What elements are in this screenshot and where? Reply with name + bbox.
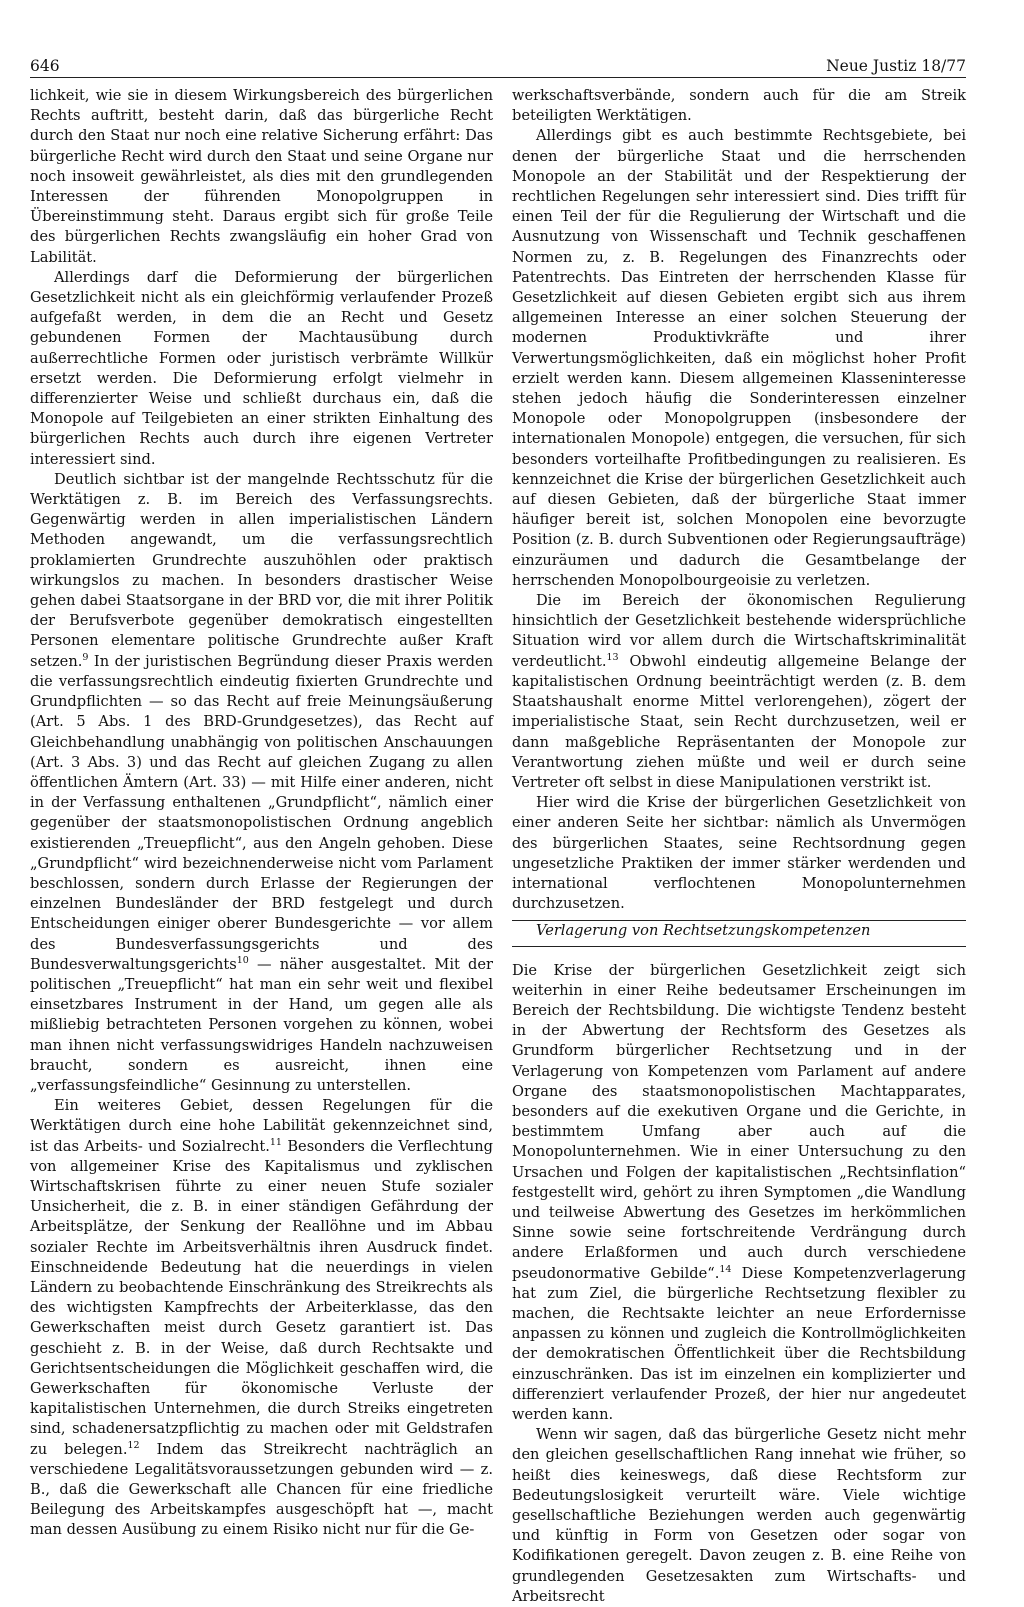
footnote-ref: 13 xyxy=(606,651,619,663)
paragraph-text: Obwohl eindeutig allgemeine Belange der kapitalistischen Ordnung beeinträchtigt werden (z. B. dem Staatshaushalt enorme Mittel verlorengehen), zögert der imperialistische Staat, sein Recht durchzusetzen, weil er dann maßgebliche Repräsentanten der Monopole zur Verantwortung ziehen müßte und weil er durch seine Vertreter oft selbst in diese Manipulationen verstrikt ist. xyxy=(512,652,966,791)
footnote-ref: 12 xyxy=(127,1439,140,1451)
paragraph-text: Die Krise der bürgerlichen Gesetzlichkeit zeigt sich weiterhin in einer Reihe bedeutsamer Erscheinungen im Bereich der Rechtsbildung. Die wichtigste Tendenz besteht in der Abwertung der Rechtsform des Gesetzes als Grundform bürgerlicher Rechtsetzung und in der Verlagerung von Kompetenzen vom Parlament auf andere Organe des staatsmonopolistischen Machtapparates, besonders auf die exekutiven Organe und die Gerichte, in bestimmtem Umfang aber auch auf die Monopolunternehmen. Wie in einer Untersuchung zu den Ursachen und Folgen der kapitalistischen „Rechtsinflation“ festgestellt wird, gehört zu ihren Symptomen „die Wandlung und teilweise Abwertung des Gesetzes im herkömmlichen Sinne sowie seine fortschreitende Verdrängung durch andere Erlaßformen und auch durch verschiedene pseudonormative Gebilde“. xyxy=(512,961,966,1282)
paragraph-text: Die im Bereich der ökonomischen Regulierung hinsichtlich der Gesetzlichkeit bestehende widersprüchliche Situation wird vor allem durch die Wirtschaftskriminalität verdeutlicht. xyxy=(512,592,966,670)
footnote-ref: 14 xyxy=(719,1263,732,1275)
paragraph: werkschaftsverbände, sondern auch für die am Streik beteiligten Werktätigen. xyxy=(512,87,966,125)
section-heading: Verlagerung von Rechtsetzungskompetenzen xyxy=(512,921,966,946)
footnote-ref: 10 xyxy=(236,954,249,966)
section-spacer xyxy=(512,947,966,961)
paragraph-text: Diese Kompetenzverlagerung hat zum Ziel, die bürgerliche Rechtsetzung flexibler zu machen, die Rechtsakte leichter an neue Erfordernisse anpassen zu können und zugleich die Kontrollmöglichkeiten der demokratischen Öffentlichkeit über die Rechtsbildung einzuschränken. Das ist im einzelnen ein komplizierter und differenziert verlaufender Prozeß, der hier nur angedeutet werden kann. xyxy=(512,1264,966,1423)
paragraph-text: Ein weiteres Gebiet, dessen Regelungen für die Werktätigen durch eine hohe Labilität gekennzeichnet sind, ist das Arbeits- und Sozialrecht. xyxy=(30,1097,493,1155)
left-column xyxy=(30,86,493,1541)
paragraph-text: Indem das Streikrecht nachträglich an verschiedene Legalitätsvoraussetzungen gebunden wird — z. B., daß die Gewerkschaft alle Chancen für eine friedliche Beilegung des Arbeitskampfes ausgeschöpft hat —, macht man dessen Ausübung zu einem Risiko nicht nur für die Ge- xyxy=(30,1440,493,1539)
paragraph xyxy=(30,470,493,1096)
paragraph-text: Besonders die Verflechtung von allgemeiner Krise des Kapitalismus und zyklischen Wirtschaftskrisen führte zu einer neuen Stufe sozialer Unsicherheit, die z. B. in einer ständigen Gefährdung der Arbeitsplätze, der Senkung der Reallöhne und im Abbau sozialer Rechte im Arbeitsverhältnis ihren Ausdruck findet. Einschneidende Bedeutung hat die neuerdings in vielen Ländern zu beobachtende Einschränkung des Streikrechts als des wichtigsten Kampfrechts der Arbeiterklasse, das den Gewerkschaften meist durch Gesetz garantiert ist. Das geschieht z. B. in der Weise, daß durch Rechtsakte und Gerichtsentscheidungen die Möglichkeit geschaffen wird, die Gewerkschaften für ökonomische Verluste der kapitalistischen Unternehmen, die durch Streiks eingetreten sind, schadenersatzpflichtig zu machen oder mit Geldstrafen zu belegen. xyxy=(30,1137,493,1458)
footnote-ref: 9 xyxy=(82,651,89,663)
paragraph-text: — näher ausgestaltet. Mit der politischen „Treuepflicht“ hat man ein sehr weit und flexibel einsetzbares Instrument in der Hand, um gegen alle als mißliebig betrachteten Personen vorgehen zu können, wobei man ihnen nicht verfassungswidriges Handeln nachzuweisen braucht, sondern es ausreicht, ihnen eine „verfassungsfeindliche“ Gesinnung zu unterstellen. xyxy=(30,955,493,1094)
page-header xyxy=(30,53,966,78)
paragraph: Allerdings gibt es auch bestimmte Rechtsgebiete, bei denen der bürgerliche Staat und die herrschenden Monopole an der Stabilität und der Respektierung der rechtlichen Regelungen sehr interessiert sind. Dies trifft für einen Teil der für die Regulierung der Wirtschaft und die Ausnutzung von Wissenschaft und Technik geschaffenen Normen zu, z. B. Regelungen des Finanzrechts oder Patentrechts. Das Eintreten der herrschenden Klasse für Gesetzlichkeit auf diesen Gebieten ergibt sich aus ihrem allgemeinen Interesse an einer solchen Steuerung der modernen Produktivkräfte und ihrer Verwertungsmöglichkeiten, daß ein möglichst hoher Profit erzielt werden kann. Diesem allgemeinen Klasseninteresse stehen jedoch häufig die Sonderinteressen einzelner Monopole oder Monopolgruppen (insbesondere der internationalen Monopole) entgegen, die versuchen, für sich besonders vorteilhafte Profitbedingungen zu realisieren. Es kennzeichnet die Krise der bürgerlichen Gesetzlichkeit auch auf diesen Gebieten, daß der bürgerliche Staat immer häufiger bereit ist, solchen Monopolen eine bevorzugte Position (z. B. durch Subventionen oder Regierungsaufträge) einzuräumen und dadurch die Gesamtbelange der herrschenden Monopolbourgeoisie zu verletzen. xyxy=(512,127,966,589)
paragraph-text: Deutlich sichtbar ist der mangelnde Rechtsschutz für die Werktätigen z. B. im Bereich des Verfassungsrechts. Gegenwärtig werden in allen imperialistischen Ländern Methoden angewandt, um die verfassungsrechtlich proklamierten Grundrechte auszuhöhlen oder praktisch wirkungslos zu machen. In besonders drastischer Weise gehen dabei Staatsorgane in der BRD vor, die mit ihrer Politik der Berufsverbote gegenüber demokratisch eingestellten Personen elementare politische Grundrechte außer Kraft setzen. xyxy=(30,470,493,670)
paragraph: Hier wird die Krise der bürgerlichen Gesetzlichkeit von einer anderen Seite her sichtbar: nämlich als Unvermögen des bürgerlichen Staates, seine Rechtsordnung gegen ungesetzliche Praktiken der immer stärker werdenden und international verflochtenen Monopolunternehmen durchzusetzen. xyxy=(512,794,966,913)
right-column xyxy=(512,86,966,1607)
journal-issue: Neue Justiz 18/77 xyxy=(826,57,966,75)
paragraph xyxy=(512,961,966,1426)
paragraph: lichkeit, wie sie in diesem Wirkungsbereich des bürgerlichen Rechts auftritt, besteht darin, daß das bürgerliche Recht durch den Staat nur noch eine relative Sicherung erfährt: Das bürgerliche Recht wird durch den Staat und seine Organe nur noch insoweit gewährleistet, als dies mit den grundlegenden Interessen der führenden Monopolgruppen in Übereinstimmung steht. Daraus ergibt sich für große Teile des bürgerlichen Rechts zwangsläufig ein hoher Grad von Labilität. xyxy=(30,87,493,266)
paragraph xyxy=(512,591,966,793)
paragraph: Allerdings darf die Deformierung der bürgerlichen Gesetzlichkeit nicht als ein gleichförmig verlaufender Prozeß aufgefaßt werden, in dem die an Recht und Gesetz gebundenen Formen der Machtausübung durch außerrechtliche Formen oder juristisch verbrämte Willkür ersetzt werden. Die Deformierung erfolgt vielmehr in differenzierter Weise und schließt durchaus ein, daß die Monopole auf Teilgebieten an einer strikten Einhaltung des bürgerlichen Rechts auch durch ihre eigenen Vertreter interessiert sind. xyxy=(30,268,493,468)
page-number: 646 xyxy=(30,57,60,75)
paragraph: Wenn wir sagen, daß das bürgerliche Gesetz nicht mehr den gleichen gesellschaftlichen Rang innehat wie früher, so heißt dies keineswegs, daß diese Rechtsform zur Bedeutungslosigkeit verurteilt wäre. Viele wichtige gesellschaftliche Beziehungen werden auch gegenwärtig und künftig in Form von Gesetzen oder sogar von Kodifikationen geregelt. Davon zeugen z. B. eine Reihe von grundlegenden Gesetzesakten zum Wirtschafts- und Arbeitsrecht xyxy=(512,1426,966,1605)
footnote-ref: 11 xyxy=(269,1136,282,1148)
paragraph xyxy=(30,1096,493,1540)
paragraph-text: In der juristischen Begründung dieser Praxis werden die verfassungsrechtlich eindeutig fixierten Grundrechte und Grundpflichten — so das Recht auf freie Meinungsäußerung (Art. 5 Abs. 1 des BRD-Grundgesetzes), das Recht auf Gleichbehandlung unabhängig von politischen Anschauungen (Art. 3 Abs. 3) und das Recht auf gleichen Zugang zu allen öffentlichen Ämtern (Art. 33) — mit Hilfe einer anderen, nicht in der Verfassung enthaltenen „Grundpflicht“, nämlich einer gegenüber der staatsmonopolistischen Ordnung angeblich existierenden „Treuepflicht“, aus den Angeln gehoben. Diese „Grundpflicht“ wird bezeichnenderweise nicht vom Parlament beschlossen, sondern durch Erlasse der Regierungen der einzelnen Bundesländer der BRD festgelegt und durch Entscheidungen einiger oberer Bundesgerichte — vor allem des Bundesverfassungsgerichts und des Bundesverwaltungsgerichts xyxy=(30,652,493,973)
